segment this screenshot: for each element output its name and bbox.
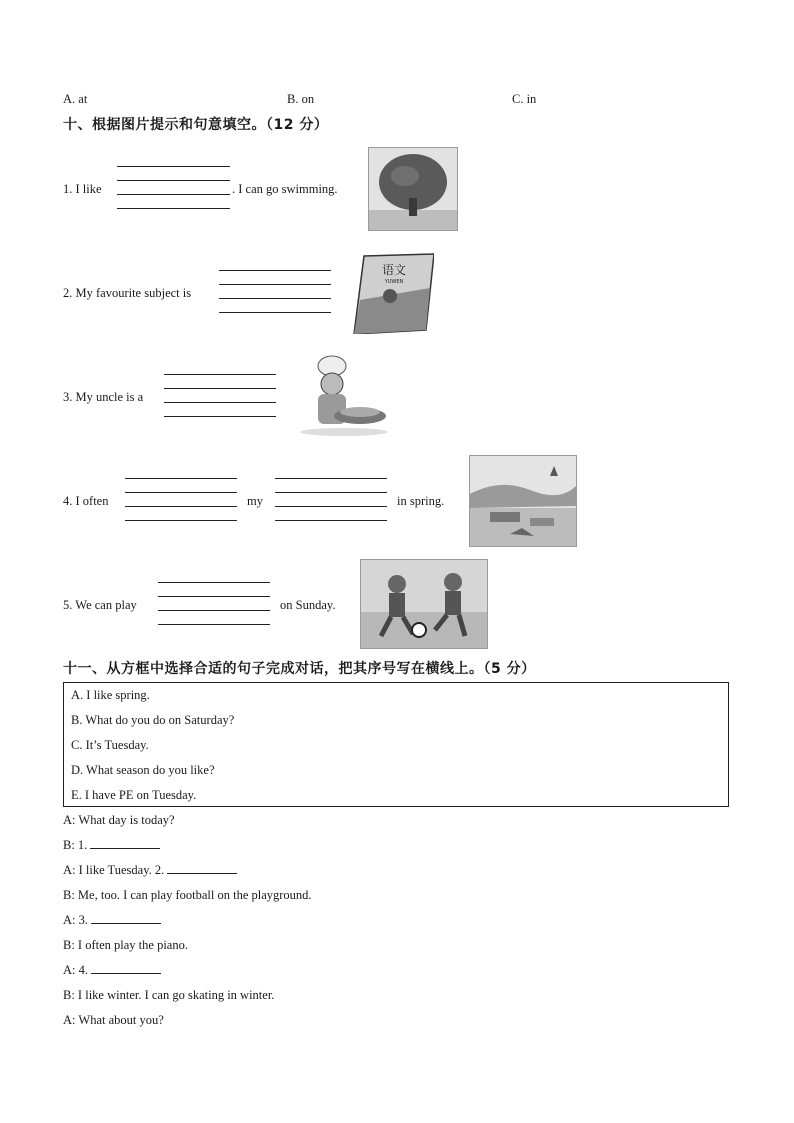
choice-c: C. It’s Tuesday.: [71, 738, 149, 752]
dialogue-line: [63, 937, 188, 953]
item-1-prefix: 1. I like: [63, 182, 102, 196]
answer-blank-2[interactable]: [167, 862, 237, 874]
dialogue-line: [63, 912, 161, 928]
item-2-answer-lines[interactable]: [219, 270, 331, 314]
dialogue-text: B: Me, too. I can play football on the playground.: [63, 888, 312, 902]
chef-picture: [296, 352, 392, 436]
dialogue-line: [63, 1012, 164, 1028]
dialogue-text: A: 3.: [63, 913, 88, 927]
item-4-suffix: in spring.: [397, 494, 445, 508]
dialogue-text: B: 1.: [63, 838, 88, 852]
dialogue-line: [63, 812, 175, 828]
dialogue-line: [63, 962, 161, 978]
countryside-picture: [469, 455, 577, 547]
dialogue-line: [63, 987, 274, 1003]
choice-a: A. I like spring.: [71, 688, 150, 702]
dialogue-text: A: I like Tuesday. 2.: [63, 863, 165, 877]
choice-b: B. What do you do on Saturday?: [71, 713, 235, 727]
choice-e: E. I have PE on Tuesday.: [71, 788, 197, 802]
item-1-answer-lines[interactable]: [117, 166, 230, 210]
dialogue-line: [63, 837, 160, 853]
tree-picture: [368, 147, 458, 231]
answer-blank-1[interactable]: [90, 837, 160, 849]
answer-blank-3[interactable]: [91, 912, 161, 924]
book-title: 语文: [381, 263, 407, 277]
item-4-answer-lines-a[interactable]: [125, 478, 237, 522]
dialogue-text: A: What about you?: [63, 1013, 164, 1027]
option-b: B. on: [287, 92, 315, 106]
book-subtitle: YUWEN: [384, 279, 404, 285]
section-11-heading: 十一、从方框中选择合适的句子完成对话，把其序号写在横线上。（5 分）: [63, 661, 536, 677]
item-2-prefix: 2. My favourite subject is: [63, 286, 192, 300]
item-5-prefix: 5. We can play: [63, 598, 137, 612]
football-picture: [360, 559, 488, 649]
dialogue-text: A: 4.: [63, 963, 88, 977]
dialogue-line: [63, 862, 237, 878]
section-10-heading: 十、根据图片提示和句意填空。（12 分）: [63, 117, 329, 133]
dialogue-text: B: I often play the piano.: [63, 938, 188, 952]
item-4-prefix: 4. I often: [63, 494, 109, 508]
dialogue-text: A: What day is today?: [63, 813, 175, 827]
option-a: A. at: [63, 92, 88, 106]
dialogue-line: [63, 887, 312, 903]
item-1-suffix: . I can go swimming.: [232, 182, 338, 196]
item-3-answer-lines[interactable]: [164, 374, 276, 418]
answer-blank-4[interactable]: [91, 962, 161, 974]
choice-d: D. What season do you like?: [71, 763, 215, 777]
item-5-suffix: on Sunday.: [280, 598, 336, 612]
chinese-book-picture: [350, 250, 434, 334]
item-3-prefix: 3. My uncle is a: [63, 390, 144, 404]
item-5-answer-lines[interactable]: [158, 582, 270, 626]
option-c: C. in: [512, 92, 537, 106]
item-4-answer-lines-b[interactable]: [275, 478, 387, 522]
dialogue-text: B: I like winter. I can go skating in winter.: [63, 988, 275, 1002]
item-4-middle: my: [247, 494, 263, 508]
